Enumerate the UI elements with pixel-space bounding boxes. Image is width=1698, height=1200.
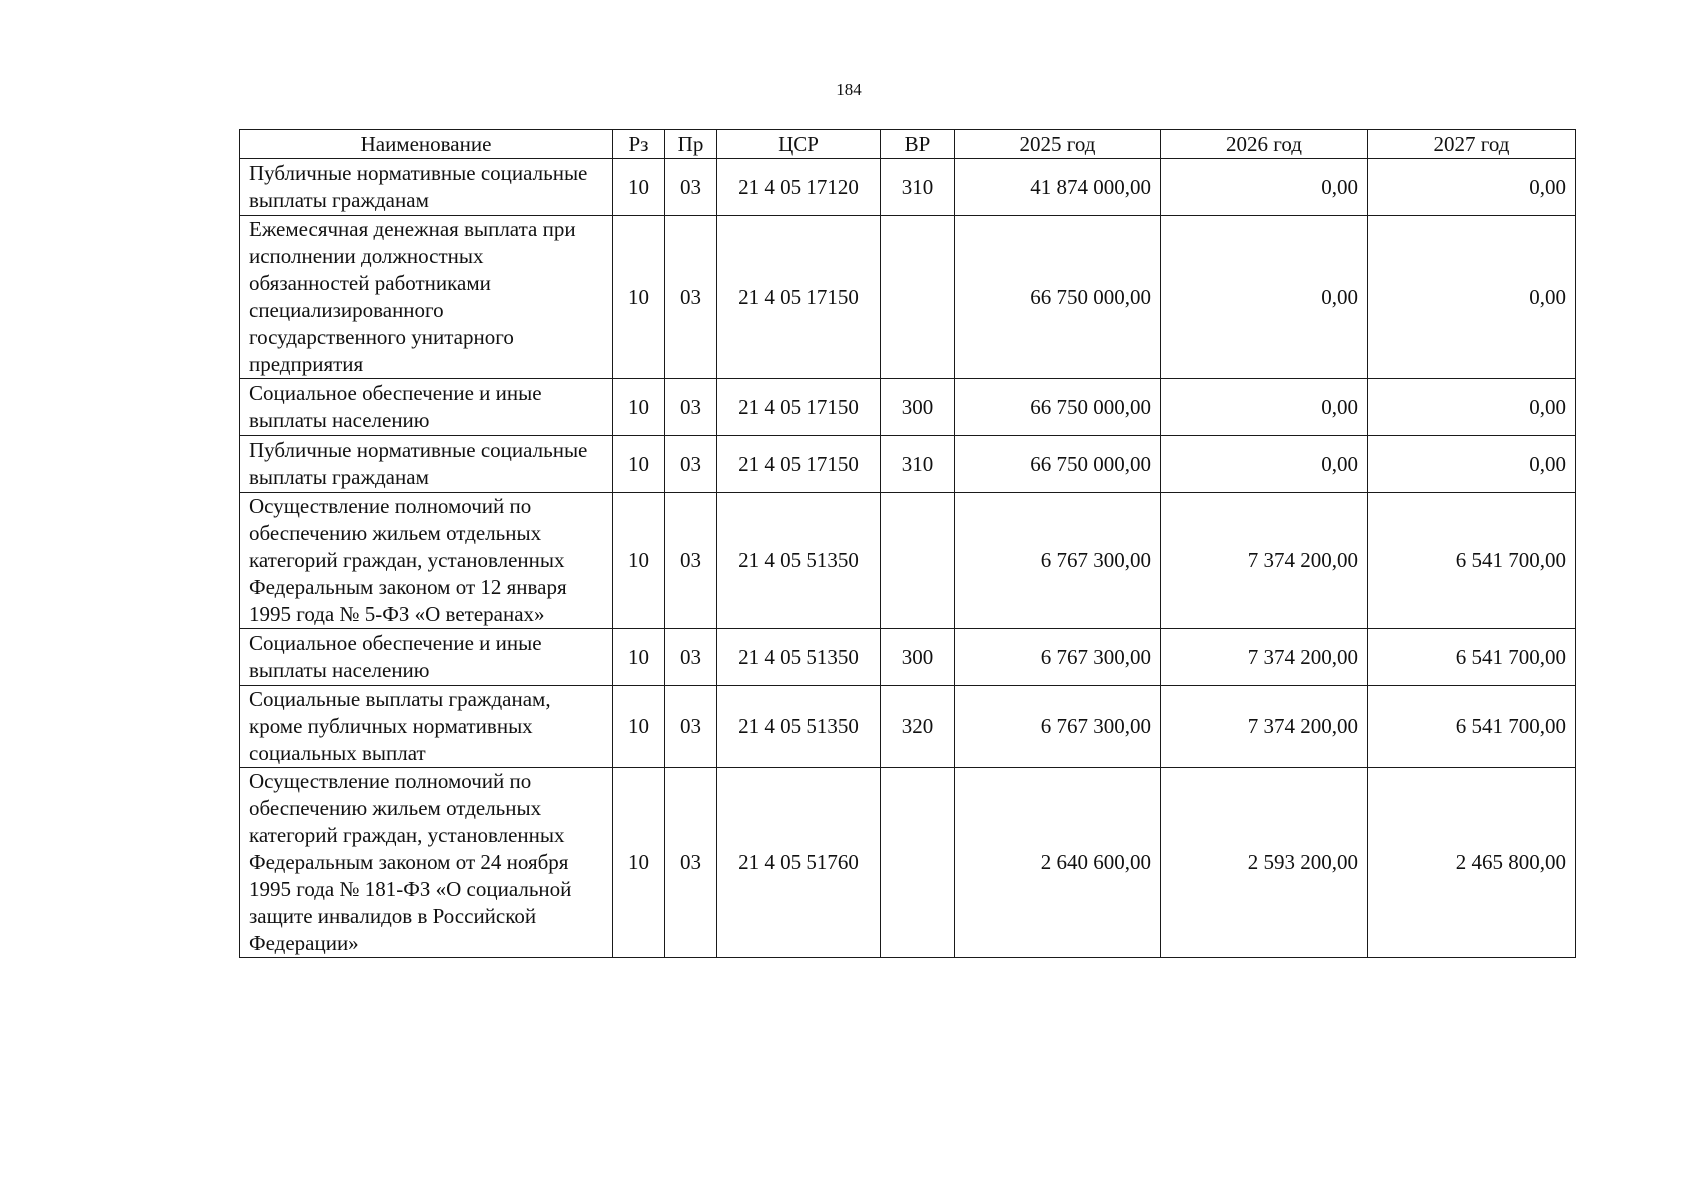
row-rz: 10 (613, 686, 665, 768)
row-name: Осуществление полномочий по обеспечению жильем отдельных категорий граждан, установленных Федеральным законом от 24 ноября 1995 года № 181-ФЗ «О социальной защите инвалидов в Российской Федерации» (240, 768, 613, 958)
row-2026: 0,00 (1161, 159, 1368, 216)
row-2025: 66 750 000,00 (955, 216, 1161, 379)
row-2025: 66 750 000,00 (955, 436, 1161, 493)
row-2025: 66 750 000,00 (955, 379, 1161, 436)
row-name: Социальное обеспечение и иные выплаты населению (240, 629, 613, 686)
row-rz: 10 (613, 216, 665, 379)
table-row (240, 493, 1576, 629)
table-row (240, 379, 1576, 436)
row-vr: 310 (881, 436, 955, 493)
row-vr (881, 493, 955, 629)
header-vr: ВР (881, 130, 955, 159)
row-2026: 0,00 (1161, 379, 1368, 436)
row-vr (881, 768, 955, 958)
row-2027: 0,00 (1368, 216, 1576, 379)
row-pr: 03 (665, 768, 717, 958)
header-2025: 2025 год (955, 130, 1161, 159)
row-2026: 0,00 (1161, 436, 1368, 493)
table-row (240, 436, 1576, 493)
row-vr: 320 (881, 686, 955, 768)
row-vr: 310 (881, 159, 955, 216)
row-2026: 0,00 (1161, 216, 1368, 379)
row-csr: 21 4 05 51350 (717, 686, 881, 768)
row-2025: 6 767 300,00 (955, 686, 1161, 768)
row-pr: 03 (665, 379, 717, 436)
row-name: Социальные выплаты гражданам, кроме публичных нормативных социальных выплат (240, 686, 613, 768)
row-2026: 7 374 200,00 (1161, 629, 1368, 686)
row-2027: 0,00 (1368, 436, 1576, 493)
row-csr: 21 4 05 51350 (717, 629, 881, 686)
row-2027: 0,00 (1368, 159, 1576, 216)
row-name: Публичные нормативные социальные выплаты гражданам (240, 159, 613, 216)
row-2025: 6 767 300,00 (955, 629, 1161, 686)
row-name: Ежемесячная денежная выплата при исполнении должностных обязанностей работниками специализированного государственного унитарного предприятия (240, 216, 613, 379)
table-row (240, 768, 1576, 958)
row-pr: 03 (665, 493, 717, 629)
table-row (240, 216, 1576, 379)
table-row (240, 629, 1576, 686)
header-csr: ЦСР (717, 130, 881, 159)
row-rz: 10 (613, 768, 665, 958)
row-rz: 10 (613, 379, 665, 436)
row-2025: 6 767 300,00 (955, 493, 1161, 629)
row-2026: 7 374 200,00 (1161, 493, 1368, 629)
row-2026: 7 374 200,00 (1161, 686, 1368, 768)
row-rz: 10 (613, 629, 665, 686)
table-header-row (240, 130, 1576, 159)
row-pr: 03 (665, 436, 717, 493)
row-2027: 6 541 700,00 (1368, 629, 1576, 686)
row-vr: 300 (881, 379, 955, 436)
row-pr: 03 (665, 629, 717, 686)
row-rz: 10 (613, 159, 665, 216)
header-pr: Пр (665, 130, 717, 159)
row-rz: 10 (613, 493, 665, 629)
row-2027: 6 541 700,00 (1368, 493, 1576, 629)
row-name: Социальное обеспечение и иные выплаты населению (240, 379, 613, 436)
row-2026: 2 593 200,00 (1161, 768, 1368, 958)
budget-table (239, 129, 1576, 958)
page-number: 184 (836, 80, 862, 99)
row-name: Осуществление полномочий по обеспечению жильем отдельных категорий граждан, установленных Федеральным законом от 12 января 1995 года № 5-ФЗ «О ветеранах» (240, 493, 613, 629)
row-pr: 03 (665, 159, 717, 216)
row-pr: 03 (665, 686, 717, 768)
table-row (240, 159, 1576, 216)
row-2025: 2 640 600,00 (955, 768, 1161, 958)
row-vr (881, 216, 955, 379)
table-row (240, 686, 1576, 768)
header-2027: 2027 год (1368, 130, 1576, 159)
row-csr: 21 4 05 17120 (717, 159, 881, 216)
header-rz: Рз (613, 130, 665, 159)
header-name: Наименование (240, 130, 613, 159)
row-rz: 10 (613, 436, 665, 493)
row-csr: 21 4 05 17150 (717, 436, 881, 493)
row-pr: 03 (665, 216, 717, 379)
row-csr: 21 4 05 17150 (717, 379, 881, 436)
row-csr: 21 4 05 51350 (717, 493, 881, 629)
row-csr: 21 4 05 51760 (717, 768, 881, 958)
header-2026: 2026 год (1161, 130, 1368, 159)
row-name: Публичные нормативные социальные выплаты гражданам (240, 436, 613, 493)
row-csr: 21 4 05 17150 (717, 216, 881, 379)
row-2025: 41 874 000,00 (955, 159, 1161, 216)
row-2027: 6 541 700,00 (1368, 686, 1576, 768)
row-2027: 2 465 800,00 (1368, 768, 1576, 958)
row-vr: 300 (881, 629, 955, 686)
row-2027: 0,00 (1368, 379, 1576, 436)
